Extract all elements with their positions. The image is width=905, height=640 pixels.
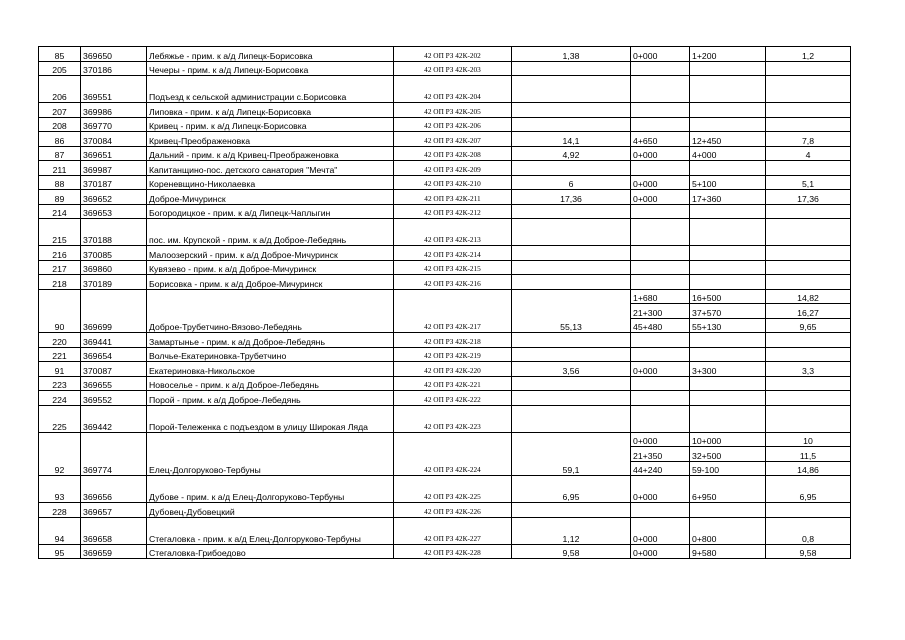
road-name-cell: Стегаловка - прим. к а/д Елец-Долгоруково-Тербуны [147,517,394,544]
road-length-cell [512,333,631,348]
road-id-cell: 370186 [81,61,147,76]
road-name-cell: Богородицкое - прим. к а/д Липецк-Чаплыгин [147,204,394,219]
segment-start-cell: 21+350 [631,447,690,462]
road-code-cell: 42 ОП РЗ 42К-222 [394,391,512,406]
road-id-cell: 369653 [81,204,147,219]
row-number-cell: 208 [39,117,81,132]
segment-end-cell: 17+360 [690,190,766,205]
table-row [39,544,851,559]
segment-start-cell: 0+000 [631,362,690,377]
row-number-cell: 85 [39,47,81,62]
road-length-cell [512,103,631,118]
road-code-cell: 42 ОП РЗ 42К-205 [394,103,512,118]
segment-end-cell: 59-100 [690,461,766,476]
row-number-cell: 94 [39,517,81,544]
road-name-cell: Порой-Тележенка с подъездом в улицу Широкая Ляда [147,405,394,432]
segment-length-cell [766,260,851,275]
road-name-cell: Кувязево - прим. к а/д Доброе-Мичуринск [147,260,394,275]
road-id-cell: 369654 [81,347,147,362]
road-name-cell: Доброе-Трубетчино-Вязово-Лебедянь [147,289,394,333]
road-name-cell: Кривец - прим. к а/д Липецк-Борисовка [147,117,394,132]
segment-start-cell [631,61,690,76]
segment-start-cell [631,76,690,103]
row-number-cell: 214 [39,204,81,219]
segment-start-cell: 0+000 [631,476,690,503]
segment-length-cell: 9,58 [766,544,851,559]
road-name-cell: Борисовка - прим. к а/д Доброе-Мичуринск [147,275,394,290]
road-id-cell: 369656 [81,476,147,503]
segment-start-cell [631,333,690,348]
segment-start-cell [631,260,690,275]
road-name-cell: пос. им. Крупской - прим. к а/д Доброе-Лебедянь [147,219,394,246]
table-row [39,161,851,176]
road-length-cell [512,161,631,176]
road-id-cell: 369651 [81,146,147,161]
road-code-cell: 42 ОП РЗ 42К-216 [394,275,512,290]
segment-start-cell: 44+240 [631,461,690,476]
segment-end-cell: 1+200 [690,47,766,62]
segment-start-cell: 1+680 [631,289,690,304]
road-name-cell: Дубовец-Дубовецкий [147,503,394,518]
road-id-cell: 369551 [81,76,147,103]
segment-end-cell: 55+130 [690,318,766,333]
road-name-cell: Елец-Долгоруково-Тербуны [147,432,394,476]
road-id-cell: 369986 [81,103,147,118]
segment-end-cell [690,204,766,219]
road-name-cell: Чечеры - прим. к а/д Липецк-Борисовка [147,61,394,76]
segment-length-cell: 17,36 [766,190,851,205]
segment-end-cell [690,405,766,432]
segment-end-cell: 4+000 [690,146,766,161]
table-row [39,190,851,205]
road-id-cell: 370087 [81,362,147,377]
road-code-cell: 42 ОП РЗ 42К-223 [394,405,512,432]
segment-length-cell: 3,3 [766,362,851,377]
segment-length-cell [766,76,851,103]
segment-length-cell: 7,8 [766,132,851,147]
road-name-cell: Стегаловка-Грибоедово [147,544,394,559]
segment-length-cell: 5,1 [766,175,851,190]
segment-length-cell [766,405,851,432]
road-id-cell: 369657 [81,503,147,518]
segment-end-cell: 37+570 [690,304,766,319]
segment-length-cell [766,161,851,176]
segment-length-cell: 14,82 [766,289,851,304]
row-number-cell: 216 [39,246,81,261]
segment-start-cell: 0+000 [631,146,690,161]
road-name-cell: Кореневщино-Николаевка [147,175,394,190]
road-name-cell: Подъезд к сельской администрации с.Борисовка [147,76,394,103]
table-row [39,204,851,219]
row-number-cell: 91 [39,362,81,377]
segment-end-cell [690,275,766,290]
segment-length-cell [766,347,851,362]
road-length-cell [512,275,631,290]
road-length-cell [512,61,631,76]
row-number-cell: 225 [39,405,81,432]
segment-end-cell [690,246,766,261]
road-id-cell: 370085 [81,246,147,261]
segment-length-cell [766,333,851,348]
row-number-cell: 89 [39,190,81,205]
segment-end-cell: 10+000 [690,432,766,447]
road-length-cell: 4,92 [512,146,631,161]
road-length-cell: 14,1 [512,132,631,147]
road-name-cell: Липовка - прим. к а/д Липецк-Борисовка [147,103,394,118]
road-length-cell: 17,36 [512,190,631,205]
table-row [39,132,851,147]
table-row [39,503,851,518]
row-number-cell: 86 [39,132,81,147]
segment-length-cell [766,391,851,406]
table-row [39,175,851,190]
segment-start-cell [631,161,690,176]
row-number-cell: 215 [39,219,81,246]
table-row [39,260,851,275]
road-id-cell: 369441 [81,333,147,348]
road-length-cell: 3,56 [512,362,631,377]
segment-length-cell [766,204,851,219]
road-name-cell: Екатериновка-Никольское [147,362,394,377]
road-id-cell: 370189 [81,275,147,290]
segment-start-cell [631,246,690,261]
table-row [39,405,851,432]
road-code-cell: 42 ОП РЗ 42К-211 [394,190,512,205]
segment-end-cell [690,333,766,348]
segment-start-cell: 4+650 [631,132,690,147]
row-number-cell: 220 [39,333,81,348]
table-row [39,432,851,447]
road-code-cell: 42 ОП РЗ 42К-228 [394,544,512,559]
segment-start-cell: 0+000 [631,544,690,559]
segment-end-cell: 16+500 [690,289,766,304]
segment-start-cell: 0+000 [631,190,690,205]
road-code-cell: 42 ОП РЗ 42К-220 [394,362,512,377]
road-name-cell: Малоозерский - прим. к а/д Доброе-Мичуринск [147,246,394,261]
road-length-cell [512,391,631,406]
road-name-cell: Волчье-Екатериновка-Трубетчино [147,347,394,362]
segment-length-cell [766,61,851,76]
roads-table-body [39,47,851,559]
road-code-cell: 42 ОП РЗ 42К-214 [394,246,512,261]
road-code-cell: 42 ОП РЗ 42К-210 [394,175,512,190]
segment-end-cell: 9+580 [690,544,766,559]
segment-start-cell: 0+000 [631,47,690,62]
road-length-cell [512,117,631,132]
road-length-cell: 6,95 [512,476,631,503]
road-code-cell: 42 ОП РЗ 42К-207 [394,132,512,147]
segment-length-cell [766,275,851,290]
road-name-cell: Порой - прим. к а/д Доброе-Лебедянь [147,391,394,406]
table-row [39,47,851,62]
road-code-cell: 42 ОП РЗ 42К-227 [394,517,512,544]
road-id-cell: 369659 [81,544,147,559]
segment-length-cell: 6,95 [766,476,851,503]
segment-end-cell [690,117,766,132]
table-row [39,517,851,544]
road-length-cell [512,260,631,275]
row-number-cell: 211 [39,161,81,176]
segment-length-cell [766,219,851,246]
road-length-cell: 6 [512,175,631,190]
road-length-cell [512,347,631,362]
road-length-cell [512,405,631,432]
row-number-cell: 218 [39,275,81,290]
road-name-cell: Дубове - прим. к а/д Елец-Долгоруково-Тербуны [147,476,394,503]
road-length-cell [512,76,631,103]
road-length-cell [512,376,631,391]
road-code-cell: 42 ОП РЗ 42К-225 [394,476,512,503]
segment-end-cell [690,219,766,246]
road-code-cell: 42 ОП РЗ 42К-204 [394,76,512,103]
table-row [39,476,851,503]
road-length-cell [512,204,631,219]
road-length-cell: 1,12 [512,517,631,544]
road-name-cell: Замартынье - прим. к а/д Доброе-Лебедянь [147,333,394,348]
road-name-cell: Новоселье - прим. к а/д Доброе-Лебедянь [147,376,394,391]
segment-length-cell: 1,2 [766,47,851,62]
row-number-cell: 205 [39,61,81,76]
road-code-cell: 42 ОП РЗ 42К-215 [394,260,512,275]
table-row [39,219,851,246]
segment-length-cell: 4 [766,146,851,161]
segment-end-cell [690,61,766,76]
segment-length-cell [766,376,851,391]
segment-start-cell: 0+000 [631,517,690,544]
road-id-cell: 369442 [81,405,147,432]
row-number-cell: 93 [39,476,81,503]
segment-start-cell [631,117,690,132]
row-number-cell: 88 [39,175,81,190]
road-id-cell: 370084 [81,132,147,147]
segment-length-cell [766,117,851,132]
road-code-cell: 42 ОП РЗ 42К-212 [394,204,512,219]
segment-length-cell: 9,65 [766,318,851,333]
row-number-cell: 92 [39,432,81,476]
segment-end-cell: 0+800 [690,517,766,544]
road-id-cell: 369650 [81,47,147,62]
segment-end-cell [690,103,766,118]
segment-end-cell [690,161,766,176]
segment-length-cell: 14,86 [766,461,851,476]
segment-start-cell [631,103,690,118]
segment-start-cell: 0+000 [631,432,690,447]
road-id-cell: 369774 [81,432,147,476]
segment-start-cell [631,204,690,219]
table-row [39,103,851,118]
segment-end-cell [690,391,766,406]
road-id-cell: 369652 [81,190,147,205]
segment-end-cell: 6+950 [690,476,766,503]
road-name-cell: Капитанщино-пос. детского санатория "Мечта" [147,161,394,176]
road-length-cell [512,219,631,246]
row-number-cell: 95 [39,544,81,559]
segment-start-cell: 21+300 [631,304,690,319]
road-id-cell: 369987 [81,161,147,176]
table-row [39,333,851,348]
roads-table [38,46,851,559]
segment-start-cell: 0+000 [631,175,690,190]
road-id-cell: 369770 [81,117,147,132]
segment-start-cell [631,219,690,246]
road-code-cell: 42 ОП РЗ 42К-202 [394,47,512,62]
road-length-cell: 1,38 [512,47,631,62]
road-length-cell: 59,1 [512,432,631,476]
segment-start-cell [631,405,690,432]
row-number-cell: 223 [39,376,81,391]
segment-length-cell: 10 [766,432,851,447]
road-id-cell: 369655 [81,376,147,391]
table-row [39,391,851,406]
road-length-cell: 55,13 [512,289,631,333]
road-code-cell: 42 ОП РЗ 42К-219 [394,347,512,362]
road-code-cell: 42 ОП РЗ 42К-209 [394,161,512,176]
road-code-cell: 42 ОП РЗ 42К-226 [394,503,512,518]
table-row [39,61,851,76]
row-number-cell: 228 [39,503,81,518]
table-row [39,146,851,161]
segment-end-cell [690,376,766,391]
segment-start-cell [631,275,690,290]
road-length-cell [512,503,631,518]
segment-end-cell: 5+100 [690,175,766,190]
road-code-cell: 42 ОП РЗ 42К-203 [394,61,512,76]
road-code-cell: 42 ОП РЗ 42К-224 [394,432,512,476]
road-code-cell: 42 ОП РЗ 42К-221 [394,376,512,391]
segment-end-cell: 3+300 [690,362,766,377]
road-code-cell: 42 ОП РЗ 42К-217 [394,289,512,333]
table-row [39,76,851,103]
segment-length-cell [766,503,851,518]
road-name-cell: Дальний - прим. к а/д Кривец-Преображеновка [147,146,394,161]
road-code-cell: 42 ОП РЗ 42К-218 [394,333,512,348]
segment-start-cell [631,347,690,362]
table-row [39,117,851,132]
road-length-cell [512,246,631,261]
row-number-cell: 221 [39,347,81,362]
road-id-cell: 369658 [81,517,147,544]
segment-start-cell [631,376,690,391]
segment-end-cell [690,76,766,103]
segment-length-cell: 0,8 [766,517,851,544]
segment-length-cell [766,103,851,118]
road-code-cell: 42 ОП РЗ 42К-208 [394,146,512,161]
segment-end-cell [690,260,766,275]
table-row [39,362,851,377]
road-id-cell: 369860 [81,260,147,275]
row-number-cell: 224 [39,391,81,406]
segment-end-cell [690,347,766,362]
road-id-cell: 370187 [81,175,147,190]
table-row [39,246,851,261]
row-number-cell: 87 [39,146,81,161]
segment-start-cell: 45+480 [631,318,690,333]
road-id-cell: 369552 [81,391,147,406]
segment-length-cell: 11,5 [766,447,851,462]
row-number-cell: 207 [39,103,81,118]
segment-start-cell [631,503,690,518]
row-number-cell: 217 [39,260,81,275]
table-row [39,347,851,362]
segment-end-cell: 12+450 [690,132,766,147]
segment-end-cell [690,503,766,518]
road-id-cell: 369699 [81,289,147,333]
segment-length-cell [766,246,851,261]
road-name-cell: Доброе-Мичуринск [147,190,394,205]
road-id-cell: 370188 [81,219,147,246]
road-code-cell: 42 ОП РЗ 42К-213 [394,219,512,246]
row-number-cell: 206 [39,76,81,103]
road-name-cell: Кривец-Преображеновка [147,132,394,147]
table-row [39,275,851,290]
segment-length-cell: 16,27 [766,304,851,319]
table-row [39,376,851,391]
road-name-cell: Лебяжье - прим. к а/д Липецк-Борисовка [147,47,394,62]
road-code-cell: 42 ОП РЗ 42К-206 [394,117,512,132]
row-number-cell: 90 [39,289,81,333]
segment-start-cell [631,391,690,406]
table-row [39,289,851,304]
segment-end-cell: 32+500 [690,447,766,462]
road-length-cell: 9,58 [512,544,631,559]
